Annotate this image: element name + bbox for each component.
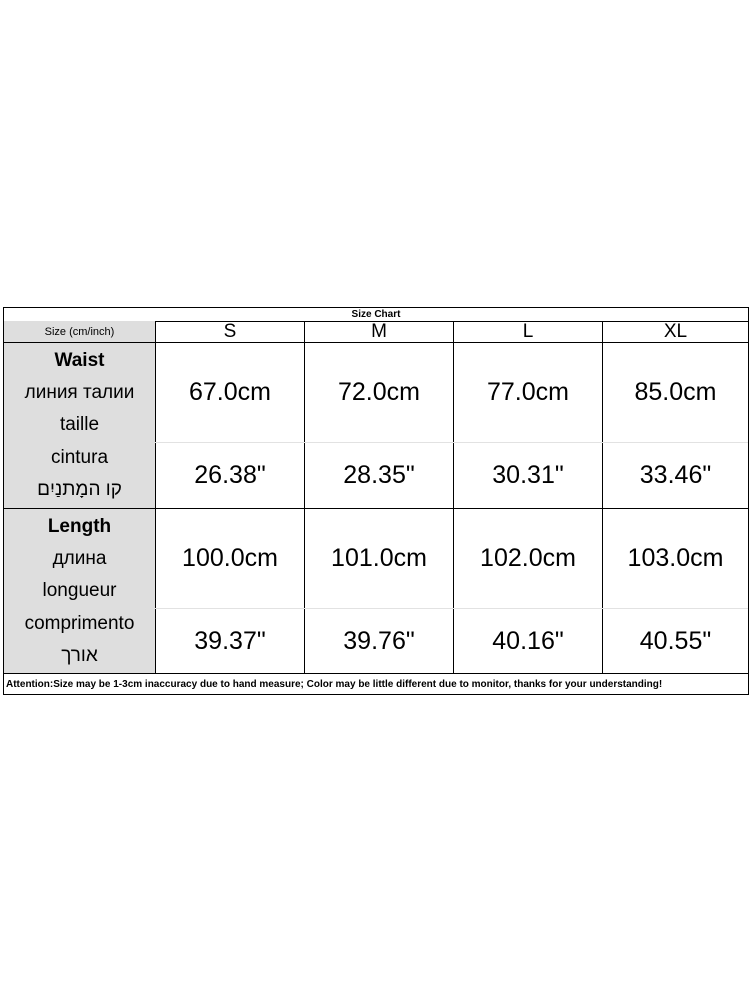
length-cm-s: 100.0cm (155, 509, 304, 608)
waist-cm-l: 77.0cm (453, 343, 602, 442)
length-label-en: Length (47, 516, 112, 538)
waist-label-pt: cintura (50, 446, 109, 468)
length-label-he: אורך (61, 644, 98, 666)
length-inch-xl: 40.55" (602, 609, 748, 674)
waist-label-ru: линия талии (24, 382, 135, 404)
measurement-note: Attention:Size may be 1-3cm inaccuracy due to hand measure; Color may be little different due to monitor, thanks for your understanding! (4, 673, 748, 694)
waist-inch-s: 26.38" (155, 443, 304, 508)
waist-inch-xl: 33.46" (602, 443, 748, 508)
header-row (4, 321, 748, 342)
size-header-m: M (304, 321, 453, 342)
waist-inch-m: 28.35" (304, 443, 453, 508)
waist-cm-m: 72.0cm (304, 343, 453, 442)
waist-cm-s: 67.0cm (155, 343, 304, 442)
length-inch-l: 40.16" (453, 609, 602, 674)
waist-inch-l: 30.31" (453, 443, 602, 508)
size-chart-title: Size Chart (351, 309, 401, 320)
size-header-s: S (155, 321, 304, 342)
waist-cm-row (4, 343, 748, 442)
length-inch-s: 39.37" (155, 609, 304, 674)
waist-label-he: קו המָתנַיִם (37, 478, 122, 500)
size-chart-table (3, 307, 749, 695)
waist-section (4, 343, 748, 508)
length-cm-row (4, 509, 748, 608)
length-section (4, 509, 748, 674)
length-label-pt: comprimento (24, 612, 135, 634)
size-unit-header: Size (cm/inch) (4, 321, 155, 342)
size-header-xl: XL (602, 321, 748, 342)
length-cm-l: 102.0cm (453, 509, 602, 608)
length-label-ru: длина (52, 548, 107, 570)
length-inch-m: 39.76" (304, 609, 453, 674)
waist-inch-row (4, 443, 748, 508)
length-cm-xl: 103.0cm (602, 509, 748, 608)
length-label-fr: longueur (42, 580, 117, 602)
size-chart-title-row (4, 308, 748, 321)
waist-label-fr: taille (59, 414, 100, 436)
waist-cm-xl: 85.0cm (602, 343, 748, 442)
length-inch-row (4, 609, 748, 674)
size-header-l: L (453, 321, 602, 342)
length-cm-m: 101.0cm (304, 509, 453, 608)
waist-label-en: Waist (54, 350, 105, 372)
